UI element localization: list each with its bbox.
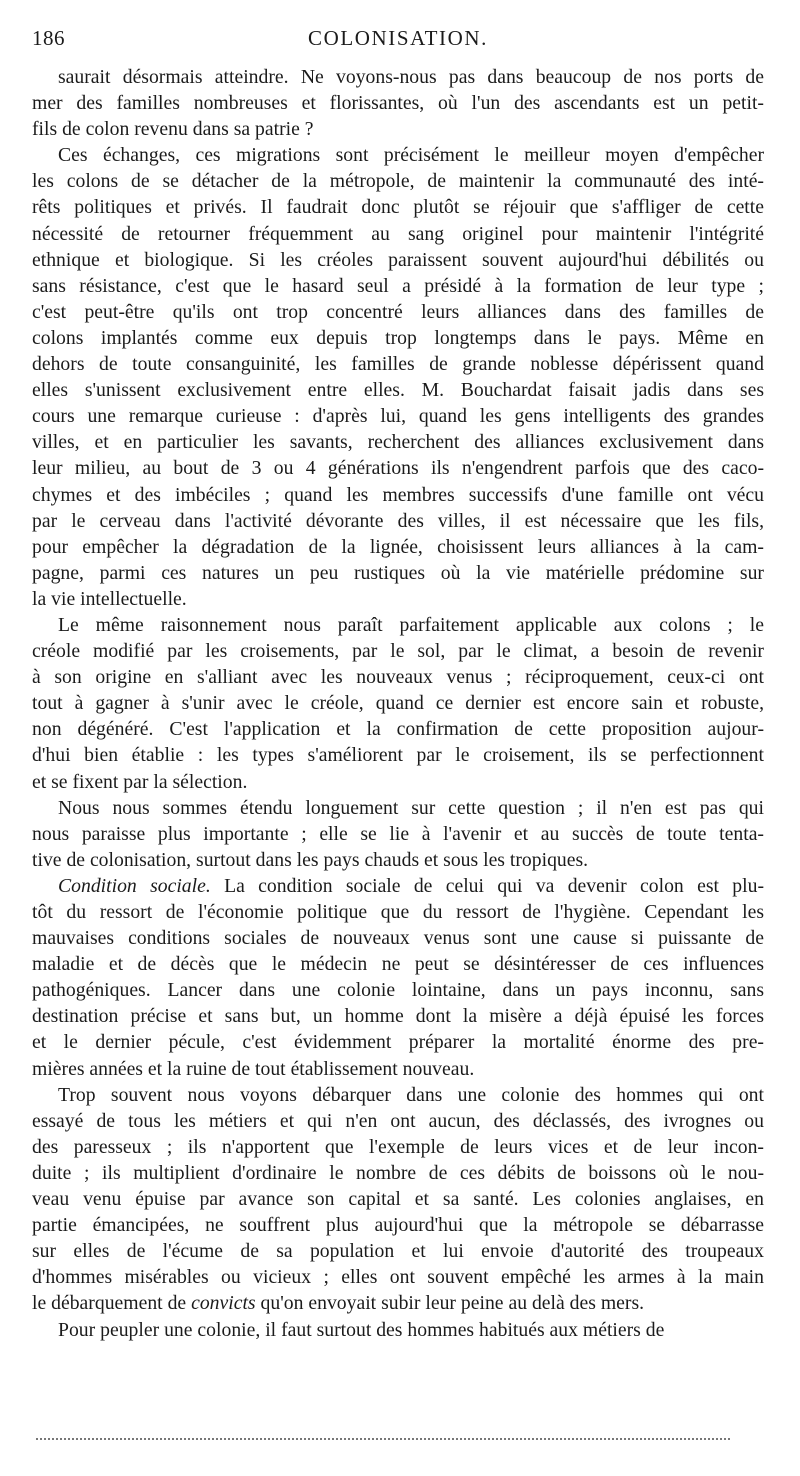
page-number: 186 [32, 26, 65, 50]
text-line: Trop souvent nous voyons débarquer dans une colonie des hommes qui ont [58, 1083, 764, 1106]
text-line: sur elles de l'écume de sa population et lui envoie d'autorité des troupeaux [32, 1240, 764, 1263]
text-line: créole modifié par les croisements, par le sol, par le climat, a besoin de revenir [32, 640, 764, 663]
text-line: et se fixent par la sélection. [32, 770, 248, 793]
text-line: leur milieu, au bout de 3 ou 4 générations ils n'engendrent parfois que des caco- [32, 457, 764, 480]
text-line: Le même raisonnement nous paraît parfaitement applicable aux colons ; le [58, 613, 764, 636]
line-text: La condition sociale de celui qui va devenir colon est plu- [224, 874, 764, 897]
paragraph [32, 612, 764, 795]
text-line: la vie intellectuelle. [32, 587, 187, 610]
text-line: duite ; ils multiplient d'ordinaire le nombre de ces débits de boissons où le nou- [32, 1161, 764, 1184]
text-line: non dégénéré. C'est l'application et la confirmation de cette proposition aujour- [32, 718, 764, 741]
text-line: Nous nous sommes étendu longuement sur cette question ; il n'en est pas qui [58, 796, 764, 819]
paragraph [32, 795, 764, 873]
text-line: elles s'unissent exclusivement entre elles. M. Bouchardat faisait jadis dans ses [32, 379, 764, 402]
paragraph [32, 1082, 764, 1317]
text-line: les colons de se détacher de la métropole, de maintenir la communauté des inté- [32, 170, 764, 193]
paragraph [32, 64, 764, 142]
body-text [32, 64, 764, 1343]
text-line: tout à gagner à s'unir avec le créole, quand ce dernier est encore sain et robuste, [32, 692, 764, 715]
text-line: nous paraisse plus importante ; elle se lie à l'avenir et au succès de toute tenta- [32, 822, 764, 845]
text-line: partie émancipées, ne souffrent plus aujourd'hui que la métropole se débarrasse [32, 1214, 764, 1237]
text-line: c'est peut-être qu'ils ont trop concentré leurs alliances dans des familles de [32, 300, 764, 323]
text-line: des paresseux ; ils n'apportent que l'exemple de leurs vices et de leur incon- [32, 1135, 764, 1158]
text-line [32, 1290, 764, 1316]
text-line: ethnique et biologique. Si les créoles paraissent souvent aujourd'hui débilités ou [32, 248, 764, 271]
text-line: villes, et en particulier les savants, recherchent des alliances exclusivement dans [32, 431, 764, 454]
text-line: et le dernier pécule, c'est évidemment préparer la mortalité énorme des pre- [32, 1031, 764, 1054]
paragraph [32, 873, 764, 1082]
text-line: colons implantés comme eux depuis trop longtemps dans le pays. Même en [32, 326, 764, 349]
paragraph [32, 1317, 764, 1343]
text-line: saurait désormais atteindre. Ne voyons-nous pas dans beaucoup de nos ports de [58, 66, 764, 88]
text-line: essayé de tous les métiers et qui n'en ont aucun, des déclassés, des ivrognes ou [32, 1109, 764, 1132]
paragraph [32, 142, 764, 612]
text-line: cours une remarque curieuse : d'après lui, quand les gens intelligents des grandes [32, 405, 764, 428]
text-line: Pour peupler une colonie, il faut surtout des hommes habitués aux métiers de [58, 1318, 665, 1341]
text-line: par le cerveau dans l'activité dévorante des villes, il est nécessaire que les fils, [32, 509, 764, 532]
text-line [32, 873, 764, 899]
text-line: pour empêcher la dégradation de la lignée, choisissent leurs alliances à la cam- [32, 535, 764, 558]
text-line: d'hui bien établie : les types s'améliorent par le croisement, ils se perfectionnent [32, 744, 764, 767]
page-header [32, 22, 764, 52]
text-line: à son origine en s'alliant avec les nouveaux venus ; réciproquement, ceux-ci ont [32, 666, 764, 689]
running-title: COLONISATION. [307, 26, 489, 50]
line-text: qu'on envoyait subir leur peine au delà des mers. [255, 1292, 645, 1315]
text-line: mauvaises conditions sociales de nouveaux venus sont une cause si puissante de [32, 927, 764, 950]
italic-term: convicts [191, 1292, 256, 1315]
text-line: tôt du ressort de l'économie politique que du ressort de l'hygiène. Cependant les [32, 901, 764, 923]
text-line: veau venu épuise par avance son capital et sa santé. Les colonies anglaises, en [32, 1188, 764, 1211]
section-subheading: Condition sociale. [58, 874, 211, 897]
text-line: pagne, parmi ces natures un peu rustiques où la vie matérielle prédomine sur [32, 561, 764, 584]
text-line: Ces échanges, ces migrations sont précisément le meilleur moyen d'empêcher [58, 144, 764, 167]
footer-dotted-rule [36, 1438, 730, 1443]
text-line: mières années et la ruine de tout établissement nouveau. [32, 1057, 475, 1080]
line-text: le débarquement de [32, 1292, 192, 1315]
text-line: pathogéniques. Lancer dans une colonie lointaine, dans un pays inconnu, sans [32, 979, 764, 1002]
text-line: rêts politiques et privés. Il faudrait donc plutôt se réjouir que s'affliger de cette [32, 196, 764, 219]
text-line: maladie et de décès que le médecin ne peut se désintéresser de ces influences [32, 953, 764, 976]
text-line: fils de colon revenu dans sa patrie ? [32, 118, 314, 141]
text-line: tive de colonisation, surtout dans les pays chauds et sous les tropiques. [32, 848, 589, 871]
text-line: destination précise et sans but, un homme dont la misère a déjà épuisé les forces [32, 1005, 764, 1028]
text-line: mer des familles nombreuses et florissantes, où l'un des ascendants est un petit- [32, 92, 764, 115]
text-line: dehors de toute consanguinité, les familles de grande noblesse dépérissent quand [32, 353, 764, 376]
text-line: chymes et des imbéciles ; quand les membres successifs d'une famille ont vécu [32, 483, 764, 506]
text-line: nécessité de retourner fréquemment au sang originel pour maintenir l'intégrité [32, 222, 764, 245]
text-line: sans résistance, c'est que le hasard seul a présidé à la formation de leur type ; [32, 274, 764, 297]
text-line: d'hommes misérables ou vicieux ; elles ont souvent empêché les armes à la main [32, 1266, 764, 1289]
